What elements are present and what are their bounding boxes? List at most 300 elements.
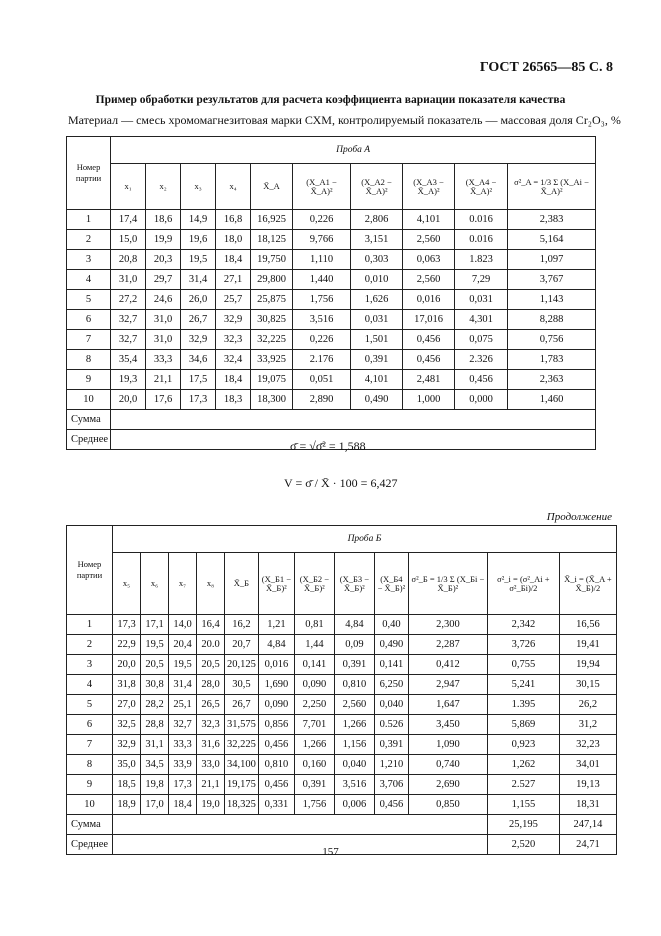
table-cell: 16,2: [225, 615, 259, 635]
table-row: [67, 655, 617, 675]
table-row: [67, 410, 596, 430]
table-cell: 25,1: [169, 695, 197, 715]
table-cell: 0,141: [374, 655, 408, 675]
table-cell: 29,7: [146, 270, 181, 290]
column-header: (X_Б1 − X̄_Б)²: [258, 553, 294, 615]
table-cell: 0.016: [455, 230, 508, 250]
table-cell: 32,9: [216, 310, 251, 330]
column-header: (X_A4 − X̄_A)²: [455, 164, 508, 210]
table-cell: 0,756: [508, 330, 596, 350]
table-cell: 19,8: [141, 775, 169, 795]
table-cell: 0,031: [455, 290, 508, 310]
column-header: x₅: [113, 553, 141, 615]
table-cell: 16,8: [216, 210, 251, 230]
table-cell: 0,391: [374, 735, 408, 755]
table-cell: 18,31: [559, 795, 616, 815]
table-cell: 0,456: [374, 795, 408, 815]
table-cell: 0,740: [408, 755, 487, 775]
sum-value: 247,14: [559, 815, 616, 835]
column-header: (X_Б4 − X̄_Б)²: [374, 553, 408, 615]
batch-header: Номер партии: [67, 137, 111, 210]
batch-number: 8: [67, 755, 113, 775]
table-cell: 2,342: [487, 615, 559, 635]
table-cell: 4,84: [334, 615, 374, 635]
table-cell: 21,1: [197, 775, 225, 795]
table-cell: 30,5: [225, 675, 259, 695]
batch-number: 5: [67, 695, 113, 715]
table-cell: 19,0: [197, 795, 225, 815]
table-row: [67, 370, 596, 390]
table-cell: 28,8: [141, 715, 169, 735]
table-cell: 20,0: [113, 655, 141, 675]
table-cell: 3,450: [408, 715, 487, 735]
table-cell: 32,23: [559, 735, 616, 755]
table-cell: 1,460: [508, 390, 596, 410]
table-cell: 7,701: [294, 715, 334, 735]
batch-number: 5: [67, 290, 111, 310]
table-cell: 3,726: [487, 635, 559, 655]
table-cell: 2,383: [508, 210, 596, 230]
table-cell: 19,6: [181, 230, 216, 250]
table-row: [67, 815, 617, 835]
table-cell: 32,5: [113, 715, 141, 735]
table-cell: 18,0: [216, 230, 251, 250]
table-cell: 16,56: [559, 615, 616, 635]
table-cell: 5,869: [487, 715, 559, 735]
table-cell: 1,690: [258, 675, 294, 695]
table-cell: 32,225: [225, 735, 259, 755]
table-cell: 2,806: [351, 210, 403, 230]
material-line: Материал — смесь хромомагнезитовая марки СХМ, контролируемый показатель — массовая доля Cr₂O₃, %: [68, 113, 621, 127]
table-cell: 31,575: [225, 715, 259, 735]
table-cell: 0,051: [293, 370, 351, 390]
column-header: (X_A3 − X̄_A)²: [403, 164, 455, 210]
column-header: (X_Б2 − X̄_Б)²: [294, 553, 334, 615]
table-cell: 17,016: [403, 310, 455, 330]
table-row: [67, 270, 596, 290]
sum-value: 25,195: [487, 815, 559, 835]
table-row: [67, 775, 617, 795]
table-cell: 22,9: [113, 635, 141, 655]
batch-number: 1: [67, 210, 111, 230]
table-row: [67, 675, 617, 695]
table-row: [67, 230, 596, 250]
table-cell: 2.527: [487, 775, 559, 795]
table-cell: 18,4: [216, 370, 251, 390]
table-b-body: [67, 615, 617, 815]
batch-number: 2: [67, 635, 113, 655]
table-cell: 5,164: [508, 230, 596, 250]
table-cell: 27,2: [111, 290, 146, 310]
table-cell: 32,4: [216, 350, 251, 370]
batch-number: 2: [67, 230, 111, 250]
column-header: σ²_i = (σ²_Ai + σ²_Бi)/2: [487, 553, 559, 615]
table-cell: 0,810: [334, 675, 374, 695]
table-cell: 2,287: [408, 635, 487, 655]
table-cell: 0,010: [351, 270, 403, 290]
table-cell: 31,2: [559, 715, 616, 735]
table-cell: 9,766: [293, 230, 351, 250]
table-cell: 1,090: [408, 735, 487, 755]
table-cell: 33,925: [251, 350, 293, 370]
table-row: [67, 210, 596, 230]
table-row: [67, 330, 596, 350]
table-cell: 1,647: [408, 695, 487, 715]
column-header: σ²_A = 1/3 Σ (X_Ai − X̄_A)²: [508, 164, 596, 210]
table-cell: 34,6: [181, 350, 216, 370]
table-cell: 26,5: [197, 695, 225, 715]
sum-label: Сумма: [67, 410, 111, 430]
table-cell: 19,075: [251, 370, 293, 390]
table-cell: 20,4: [169, 635, 197, 655]
table-cell: 31,0: [111, 270, 146, 290]
table-cell: 31,8: [113, 675, 141, 695]
table-cell: 1,000: [403, 390, 455, 410]
table-cell: 20,0: [111, 390, 146, 410]
mean-label: Среднее: [67, 835, 113, 855]
table-cell: 0,81: [294, 615, 334, 635]
table-cell: 0,040: [334, 755, 374, 775]
table-cell: 2,560: [403, 230, 455, 250]
table-cell: 0,923: [487, 735, 559, 755]
table-cell: 30,825: [251, 310, 293, 330]
table-cell: 0,303: [351, 250, 403, 270]
table-cell: 1,110: [293, 250, 351, 270]
table-cell: 19,3: [111, 370, 146, 390]
table-cell: 0,063: [403, 250, 455, 270]
column-header: x₄: [216, 164, 251, 210]
batch-number: 10: [67, 390, 111, 410]
table-cell: 18,6: [146, 210, 181, 230]
table-cell: 3,516: [334, 775, 374, 795]
group-header-b: Проба Б: [113, 526, 617, 553]
table-cell: 17,1: [141, 615, 169, 635]
column-header: X̄_Б: [225, 553, 259, 615]
table-cell: 20,3: [146, 250, 181, 270]
table-cell: 0,856: [258, 715, 294, 735]
table-cell: 0,456: [258, 775, 294, 795]
table-cell: 0,490: [374, 635, 408, 655]
table-cell: 2,363: [508, 370, 596, 390]
table-cell: 0,456: [403, 350, 455, 370]
table-cell: 25,875: [251, 290, 293, 310]
formula-sigma: σ̄ = √σ̄² = 1,588: [290, 439, 366, 453]
table-cell: 1,097: [508, 250, 596, 270]
table-row: [67, 250, 596, 270]
table-cell: 33,3: [169, 735, 197, 755]
table-cell: 2,947: [408, 675, 487, 695]
table-cell: 18,325: [225, 795, 259, 815]
table-cell: 31,0: [146, 310, 181, 330]
table-cell: 3,706: [374, 775, 408, 795]
table-cell: 0,090: [294, 675, 334, 695]
batch-number: 4: [67, 675, 113, 695]
table-cell: 30,8: [141, 675, 169, 695]
table-cell: 26,0: [181, 290, 216, 310]
mean-label: Среднее: [67, 430, 111, 450]
table-cell: 0,490: [351, 390, 403, 410]
table-cell: 33,3: [146, 350, 181, 370]
page-title: Пример обработки результатов для расчета коэффициента вариации показателя качества: [95, 94, 566, 106]
table-row: [67, 735, 617, 755]
table-cell: 18,5: [113, 775, 141, 795]
table-cell: 1,156: [334, 735, 374, 755]
table-cell: 18,3: [216, 390, 251, 410]
column-header: X̄_i = (X̄_A + X̄_Б)/2: [559, 553, 616, 615]
table-cell: 2,250: [294, 695, 334, 715]
batch-number: 3: [67, 250, 111, 270]
table-cell: 14,9: [181, 210, 216, 230]
batch-number: 10: [67, 795, 113, 815]
table-cell: 0.526: [374, 715, 408, 735]
batch-number: 9: [67, 775, 113, 795]
table-cell: 5,241: [487, 675, 559, 695]
table-cell: 1.395: [487, 695, 559, 715]
table-cell: 27,1: [216, 270, 251, 290]
table-cell: 0,331: [258, 795, 294, 815]
table-cell: 17,3: [113, 615, 141, 635]
table-cell: 32,7: [169, 715, 197, 735]
table-cell: 18,9: [113, 795, 141, 815]
table-cell: 32,7: [111, 330, 146, 350]
table-cell: 3,151: [351, 230, 403, 250]
table-cell: 35,4: [111, 350, 146, 370]
table-cell: 32,3: [216, 330, 251, 350]
table-cell: 31,0: [146, 330, 181, 350]
table-cell: 4,101: [403, 210, 455, 230]
batch-number: 7: [67, 330, 111, 350]
table-cell: 20,5: [141, 655, 169, 675]
batch-number: 9: [67, 370, 111, 390]
mean-value: 24,71: [559, 835, 616, 855]
table-cell: 17,5: [181, 370, 216, 390]
table-cell: 0,412: [408, 655, 487, 675]
table-cell: 0,09: [334, 635, 374, 655]
table-cell: 1,756: [294, 795, 334, 815]
table-cell: 19,94: [559, 655, 616, 675]
table-row: [67, 310, 596, 330]
table-row: [67, 390, 596, 410]
table-cell: 34,01: [559, 755, 616, 775]
table-cell: 31,1: [141, 735, 169, 755]
table-cell: 18,4: [169, 795, 197, 815]
table-cell: 1,262: [487, 755, 559, 775]
table-cell: 19,5: [141, 635, 169, 655]
column-header: X̄_A: [251, 164, 293, 210]
table-cell: 18,4: [216, 250, 251, 270]
table-cell: 28,2: [141, 695, 169, 715]
batch-number: 4: [67, 270, 111, 290]
mean-value: 2,520: [487, 835, 559, 855]
document-header: ГОСТ 26565—85 С. 8: [479, 60, 613, 75]
table-row: [67, 795, 617, 815]
table-cell: 20,125: [225, 655, 259, 675]
column-header: x₈: [197, 553, 225, 615]
table-cell: 0,090: [258, 695, 294, 715]
table-cell: 15,0: [111, 230, 146, 250]
table-cell: 7,29: [455, 270, 508, 290]
table-cell: 3,767: [508, 270, 596, 290]
table-cell: 19,5: [169, 655, 197, 675]
table-cell: 1,155: [487, 795, 559, 815]
table-cell: 0,456: [455, 370, 508, 390]
table-cell: 1,783: [508, 350, 596, 370]
table-cell: 18,125: [251, 230, 293, 250]
table-cell: 0,016: [403, 290, 455, 310]
table-cell: 1.823: [455, 250, 508, 270]
table-row: [67, 290, 596, 310]
table-cell: 2,481: [403, 370, 455, 390]
table-cell: 0,075: [455, 330, 508, 350]
table-cell: 32,225: [251, 330, 293, 350]
column-header: x₁: [111, 164, 146, 210]
table-cell: 17,4: [111, 210, 146, 230]
table-cell: 0,226: [293, 210, 351, 230]
table-cell: 19,41: [559, 635, 616, 655]
table-cell: 0,000: [455, 390, 508, 410]
table-cell: 8,288: [508, 310, 596, 330]
table-cell: 21,1: [146, 370, 181, 390]
sum-label: Сумма: [67, 815, 113, 835]
table-row: [67, 695, 617, 715]
table-cell: 24,6: [146, 290, 181, 310]
table-cell: 27,0: [113, 695, 141, 715]
table-cell: 26,7: [181, 310, 216, 330]
table-cell: 31,6: [197, 735, 225, 755]
table-cell: 0,040: [374, 695, 408, 715]
table-cell: 25,7: [216, 290, 251, 310]
table-cell: 0.016: [455, 210, 508, 230]
table-cell: 4,84: [258, 635, 294, 655]
table-cell: 1,21: [258, 615, 294, 635]
column-header: (X_Б3 − X̄_Б)²: [334, 553, 374, 615]
table-cell: 4,301: [455, 310, 508, 330]
group-header-a: Проба А: [111, 137, 596, 164]
table-cell: 0,391: [294, 775, 334, 795]
table-cell: 2,560: [334, 695, 374, 715]
table-cell: 0,755: [487, 655, 559, 675]
table-row: [67, 755, 617, 775]
table-row: [67, 350, 596, 370]
table-cell: 14,0: [169, 615, 197, 635]
table-cell: 32,9: [181, 330, 216, 350]
table-cell: 0,391: [334, 655, 374, 675]
table-cell: 17,3: [181, 390, 216, 410]
table-cell: 1,210: [374, 755, 408, 775]
table-cell: 17,6: [146, 390, 181, 410]
table-cell: 0,850: [408, 795, 487, 815]
batch-header: Номер партии: [67, 526, 113, 615]
batch-number: 1: [67, 615, 113, 635]
table-cell: 0,456: [258, 735, 294, 755]
table-cell: 32,9: [113, 735, 141, 755]
table-cell: 26,2: [559, 695, 616, 715]
column-header: (X_A2 − X̄_A)²: [351, 164, 403, 210]
table-row: [67, 635, 617, 655]
table-cell: 32,7: [111, 310, 146, 330]
table-cell: 34,100: [225, 755, 259, 775]
table-cell: 35,0: [113, 755, 141, 775]
table-cell: 19,750: [251, 250, 293, 270]
batch-number: 8: [67, 350, 111, 370]
table-cell: 26,7: [225, 695, 259, 715]
table-cell: 30,15: [559, 675, 616, 695]
table-cell: 1,143: [508, 290, 596, 310]
table-a-body: [67, 210, 596, 410]
table-cell: 17,3: [169, 775, 197, 795]
table-cell: 0,391: [351, 350, 403, 370]
table-sample-a: [66, 136, 596, 450]
table-cell: 1,501: [351, 330, 403, 350]
table-sample-b: [66, 525, 617, 855]
column-header: x₂: [146, 164, 181, 210]
table-cell: 4,101: [351, 370, 403, 390]
table-cell: 32,3: [197, 715, 225, 735]
table-cell: 2,690: [408, 775, 487, 795]
table-cell: 16,4: [197, 615, 225, 635]
table-cell: 28,0: [197, 675, 225, 695]
table-cell: 2,560: [403, 270, 455, 290]
table-cell: 20,5: [197, 655, 225, 675]
table-cell: 0,016: [258, 655, 294, 675]
table-cell: 1,756: [293, 290, 351, 310]
table-cell: 33,0: [197, 755, 225, 775]
table-cell: 2.176: [293, 350, 351, 370]
table-cell: 1,440: [293, 270, 351, 290]
batch-number: 3: [67, 655, 113, 675]
column-header: x₆: [141, 553, 169, 615]
table-cell: 31,4: [181, 270, 216, 290]
table-cell: 19,175: [225, 775, 259, 795]
batch-number: 7: [67, 735, 113, 755]
table-cell: 2,890: [293, 390, 351, 410]
table-cell: 2.326: [455, 350, 508, 370]
table-cell: 0,160: [294, 755, 334, 775]
table-cell: 18,300: [251, 390, 293, 410]
batch-number: 6: [67, 310, 111, 330]
table-cell: 29,800: [251, 270, 293, 290]
table-cell: 1,266: [334, 715, 374, 735]
table-cell: 16,925: [251, 210, 293, 230]
continuation-label: Продолжение: [546, 511, 612, 523]
table-cell: 0,006: [334, 795, 374, 815]
table-cell: 31,4: [169, 675, 197, 695]
column-header: σ²_Б = 1/3 Σ (X_Бi − X̄_Б)²: [408, 553, 487, 615]
table-cell: 0,226: [293, 330, 351, 350]
table-cell: 6,250: [374, 675, 408, 695]
table-cell: 0,456: [403, 330, 455, 350]
batch-number: 6: [67, 715, 113, 735]
table-cell: 19,5: [181, 250, 216, 270]
column-header: (X_A1 − X̄_A)²: [293, 164, 351, 210]
table-cell: 0,810: [258, 755, 294, 775]
table-cell: 20.0: [197, 635, 225, 655]
table-cell: 3,516: [293, 310, 351, 330]
table-cell: 1,266: [294, 735, 334, 755]
table-cell: 20,8: [111, 250, 146, 270]
column-header: x₇: [169, 553, 197, 615]
table-cell: 1,626: [351, 290, 403, 310]
table-cell: 19,9: [146, 230, 181, 250]
table-cell: 33,9: [169, 755, 197, 775]
table-cell: 17,0: [141, 795, 169, 815]
table-row: [67, 615, 617, 635]
table-cell: 0,40: [374, 615, 408, 635]
table-row: [67, 715, 617, 735]
formula-variation: V = σ̄ / X̄ · 100 = 6,427: [284, 476, 398, 490]
page-number: 157: [322, 846, 339, 858]
column-header: x₃: [181, 164, 216, 210]
